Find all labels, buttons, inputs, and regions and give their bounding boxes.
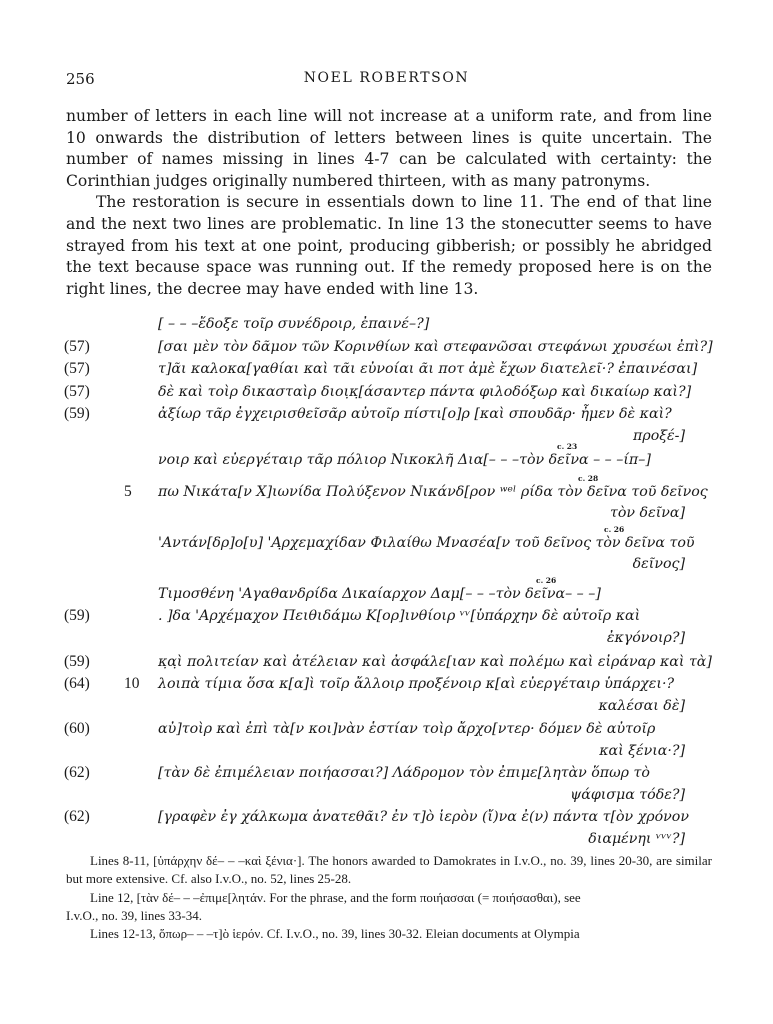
- line-text: 'Αντάν[δρ]ο[υ] 'Α̣ρχεμαχίδαν Φιλαίθω Μνασέα[ν τοῦ δεῖνος τὸν δεῖνα τοῦ: [158, 535, 695, 551]
- paragraph: number of letters in each line will not increase at a uniform rate, and from line 10 onwards the distribution of letters between lines is quite uncertain. The number of names missing in lines 4-7 can be calculated with certainty: the Corinthian judges originally numbered thirteen, with as many patronyms.: [66, 107, 712, 190]
- footnote: Lines 12-13, ὅπωρ– – –τ]ὸ ἱερόν. Cf. I.v.O., no. 39, lines 30-32. Eleian documents at Olympia: [90, 926, 580, 942]
- line-ref: (59): [64, 653, 90, 670]
- footnote: Lines 8-11, [ὑπάρχην δέ– – –καὶ ξένια·]. The honors awarded to Damokrates in I.v.O., no. 39, lines 20-30, are similar but more extensive. Cf. also I.v.O., no. 52, lines 25-28.: [66, 853, 712, 887]
- line-text: δὲ καὶ τοὶρ δικασταὶρ διοι̣κ̣[άσαντερ πάντα φιλοδόξωρ καὶ δικαίωρ καὶ?]: [158, 384, 692, 400]
- page-number: 256: [66, 70, 95, 88]
- footnotes: [66, 852, 712, 943]
- paragraph: The restoration is secure in essentials down to line 11. The end of that line and the next two lines are problematic. In line 13 the stonecutter seems to have strayed from his text at one point, producing gibberish; or possibly he abridged the text because space was running out. If the remedy proposed here is on the right lines, the decree may have ended with line 13.: [66, 193, 712, 298]
- line-number: 5: [124, 483, 132, 500]
- line-number: 10: [124, 675, 140, 692]
- letter-count: c. 28: [578, 474, 599, 483]
- line-text: [τὰν δὲ ἐπιμέλειαν ποιήασσαι?] Λάδρομον τὸν ἐπιμε[λητὰν ὅπωρ τὸ: [158, 765, 650, 781]
- running-head: NOEL ROBERTSON: [303, 70, 470, 86]
- line-text: [γραφὲν ἐγ χάλκωμα ἀνατεθᾶι? ἐν τ]ὸ ἱερὸν (ἴ)να ἐ(ν) πάντα τ[ὸν χρόνον: [158, 809, 689, 825]
- line-ref: (57): [64, 383, 90, 400]
- letter-count: c. 26: [604, 525, 625, 534]
- continuation-text: διαμένηι ᵛᵛᵛ?]: [588, 831, 685, 847]
- line-text: τ]ᾶι καλοκα[γαθίαι καὶ τᾶι εὐνοίαι ᾶι ποτ ἀμὲ ἔχων διατελεῖ·? ἐπαινέσαι]: [158, 361, 698, 377]
- continuation-text: ψάφισμα τόδε?]: [570, 787, 685, 803]
- line-ref: (62): [64, 808, 90, 825]
- continuation-text: ἐκγόνοιρ?]: [606, 630, 685, 646]
- continuation-text: καλέσαι δὲ]: [598, 698, 685, 714]
- line-text: [σαι μὲν τὸν δᾶμον τῶν Κορινθίων καὶ στεφανῶσαι στεφάνωι χρυσέωι ἐπὶ?]: [158, 339, 713, 355]
- continuation-text: καὶ ξένια·?]: [599, 743, 685, 759]
- line-ref: (57): [64, 338, 90, 355]
- line-ref: (62): [64, 764, 90, 781]
- body-text: [66, 106, 712, 300]
- continuation-text: τὸν δεῖνα]: [610, 505, 685, 521]
- line-text: αὐ]τοὶρ καὶ ἐπὶ τὰ[ν κοι]νὰν ἑστίαν τοὶρ ἄρχο[ντερ· δόμεν δὲ αὐτοῖρ: [158, 721, 656, 737]
- footnote-continuation: I.v.O., no. 39, lines 33-34.: [66, 907, 203, 923]
- continuation-text: προξέ-]: [633, 428, 685, 444]
- line-text: Τιμοσθένη 'Αγαθανδρίδα Δικαίαρχον Δαμ[– – –τὸν δεῖνα– – –]: [158, 586, 601, 602]
- letter-count: c. 23: [557, 442, 578, 451]
- line-text: κ̣α̣ὶ πολιτείαν καὶ ἀτέλειαν καὶ ἀσφάλε[ιαν καὶ πολέμω καὶ εἰράναρ καὶ τὰ]: [158, 654, 712, 670]
- footnote: Line 12, [τὰν δέ– – –ἐπιμε[λητάν. For the phrase, and the form ποιήασσαι (= ποιήσασθαι), see: [90, 889, 581, 905]
- line-text: λοιπὰ τίμια ὅσα κ[α]ὶ τοῖρ ἄλλοιρ προξένοιρ κ[αὶ εὐεργέταιρ ὑπάρχει·?: [158, 676, 675, 692]
- line-ref: (59): [64, 405, 90, 422]
- line-text: [ – – –ἔδοξε τοῖρ συνέδροιρ, ἐπαινέ–?]: [158, 316, 430, 332]
- line-text: νοιρ καὶ εὐεργέταιρ τᾶρ πόλιορ Νικοκλῆ Δια[– – –τὸν δεῖνα – – –ίπ–]: [158, 452, 651, 468]
- continuation-text: δεῖνος]: [632, 556, 685, 572]
- line-ref: (60): [64, 720, 90, 737]
- line-text: πω Νικάτα[ν Χ]ιωνίδα Πολύξενον Νικάνδ[ρον ʷᵉˡ ρίδα τὸν δεῖνα τοῦ δεῖνος: [158, 484, 708, 500]
- line-ref: (59): [64, 607, 90, 624]
- line-text: . ]δα 'Αρχέμαχον Πειθιδάμω Κ[ορ]ινθίοιρ ᵛᵛ[ὑπάρχην δὲ αὐτοῖρ καὶ: [158, 608, 641, 624]
- line-text: ἀξίωρ τᾶρ ἐγχειρισθεῖσᾶρ αὐτοῖρ πίστι[ο]ρ [καὶ σπουδᾶρ· ἦμεν δὲ καὶ?: [158, 406, 672, 422]
- letter-count: c. 26: [536, 576, 557, 585]
- line-ref: (57): [64, 360, 90, 377]
- line-ref: (64): [64, 675, 90, 692]
